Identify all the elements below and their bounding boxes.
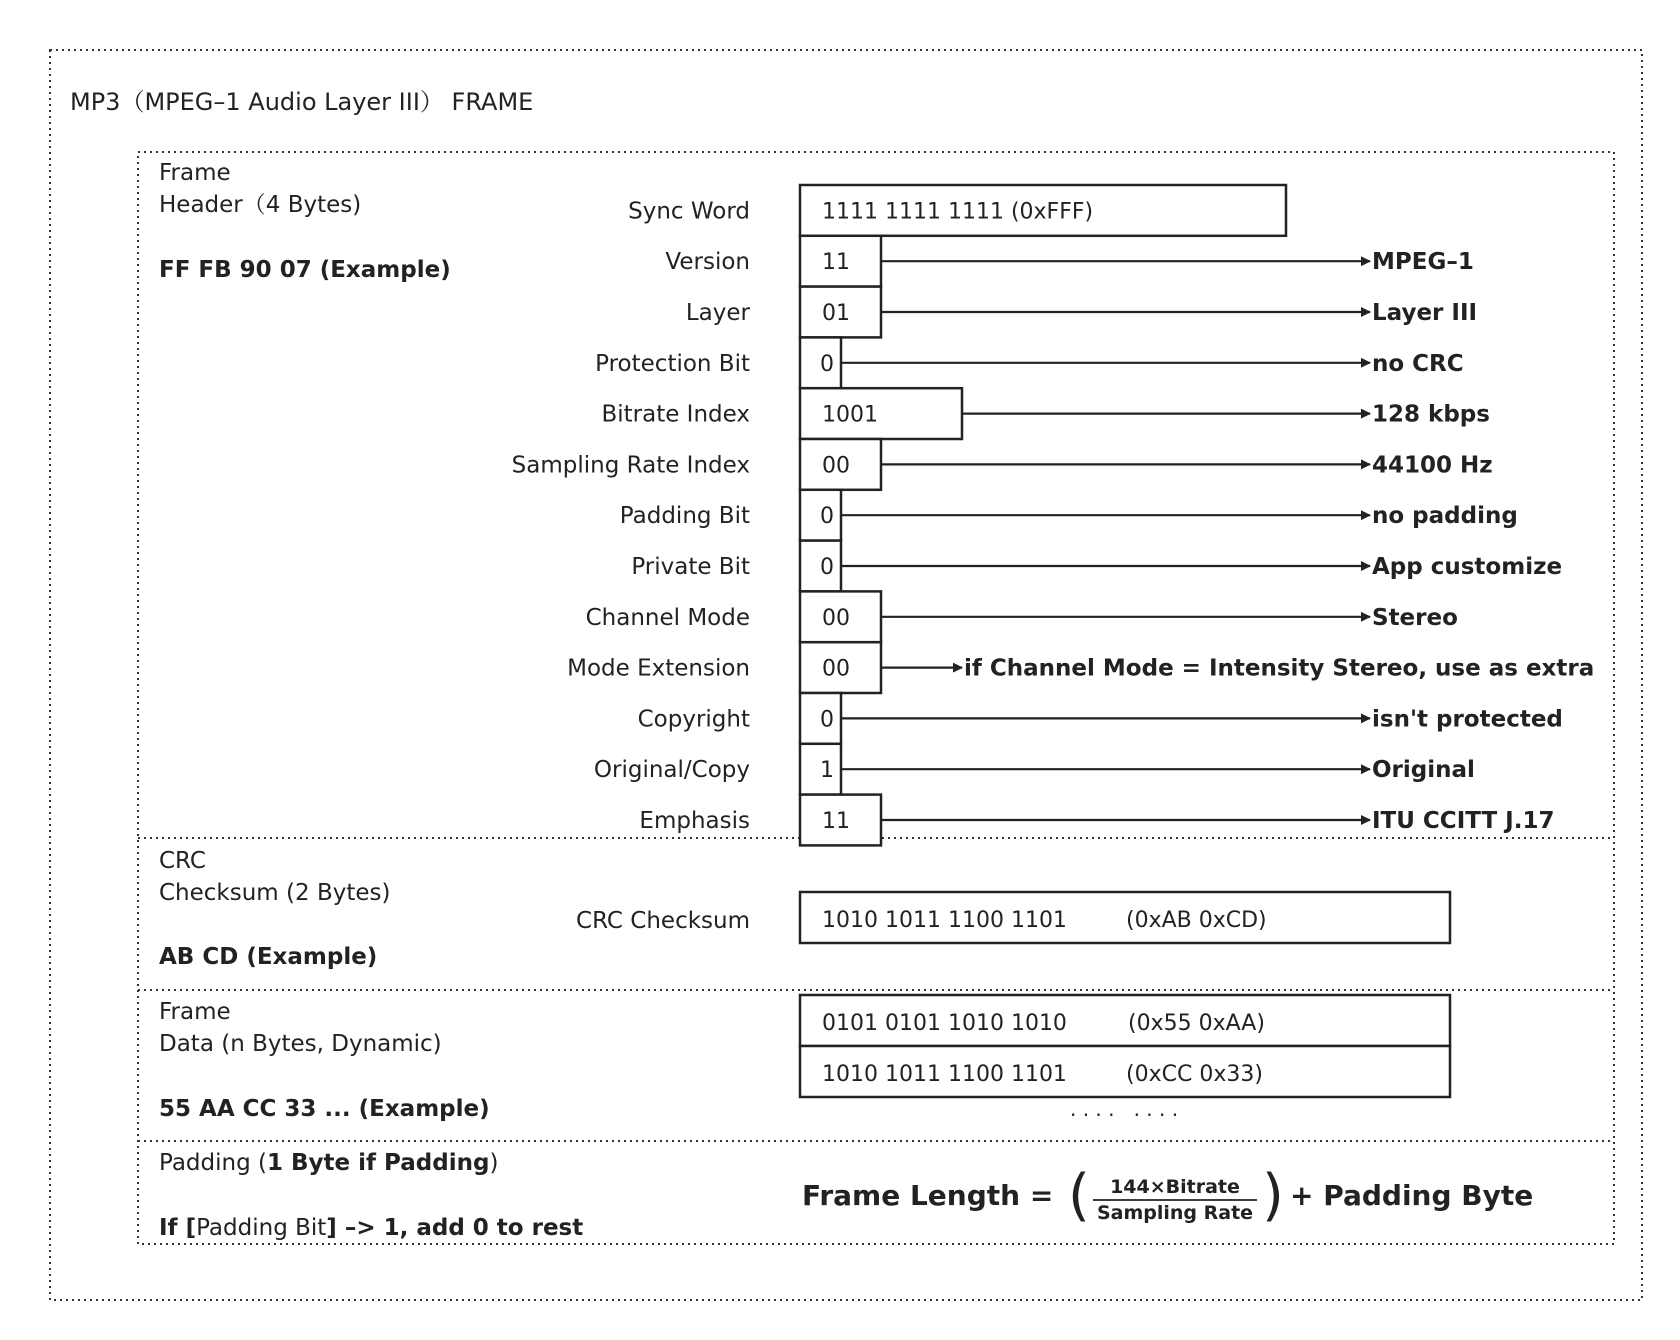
header-field-label: Mode Extension (567, 655, 750, 682)
header-section-title-line1: Frame (159, 160, 231, 186)
crc-hex: (0xAB 0xCD) (1126, 908, 1267, 933)
header-field-label: Layer (685, 300, 750, 326)
diagram-title: MP3（MPEG–1 Audio Layer III） FRAME (70, 88, 534, 116)
header-field-meaning: no padding (1372, 503, 1518, 530)
header-field-bits: 01 (822, 301, 850, 326)
header-field-meaning: App customize (1372, 554, 1563, 580)
frame-length-formula (802, 1163, 1533, 1228)
header-example: FF FB 90 07 (Example) (159, 257, 451, 283)
formula-open-paren: ( (1068, 1163, 1090, 1228)
header-field-meaning: Original (1372, 757, 1475, 784)
header-field-bits: 1001 (822, 402, 878, 428)
data-section-title-line2: Data (n Bytes, Dynamic) (159, 1031, 442, 1057)
header-section-title-line2: Header（4 Bytes) (159, 192, 362, 218)
header-field-bits: 0 (820, 707, 834, 733)
header-field-bits: 00 (822, 656, 850, 682)
header-field-label: Sampling Rate Index (511, 452, 750, 479)
header-field-meaning: Stereo (1372, 604, 1458, 631)
padding-rule: If [Padding Bit] –> 1, add 0 to rest (159, 1215, 584, 1241)
header-field-bits: 00 (822, 605, 850, 631)
formula-numerator: 144×Bitrate (1110, 1176, 1240, 1198)
crc-bits: 1010 1011 1100 1101 (822, 908, 1067, 933)
header-field-label: Padding Bit (619, 503, 750, 530)
header-field-meaning: 128 kbps (1372, 401, 1490, 428)
header-field-meaning: no CRC (1372, 350, 1464, 377)
data-row-1-bits: 0101 0101 1010 1010 (822, 1011, 1067, 1036)
header-field-bits: 11 (822, 809, 850, 834)
data-row-2-bits: 1010 1011 1100 1101 (822, 1062, 1067, 1087)
header-fields (512, 185, 1595, 845)
formula-denominator: Sampling Rate (1096, 1202, 1254, 1224)
header-field-meaning: ITU CCITT J.17 (1372, 808, 1555, 834)
header-field-meaning: if Channel Mode = Intensity Stereo, use as extra (964, 655, 1595, 682)
header-field-meaning: MPEG–1 (1372, 249, 1474, 276)
formula-lhs: Frame Length = (802, 1179, 1054, 1212)
header-field-meaning: Layer III (1372, 300, 1478, 326)
header-field-label: Emphasis (639, 808, 750, 834)
padding-label: Padding (1 Byte if Padding) (159, 1150, 499, 1176)
data-example: 55 AA CC 33 ... (Example) (159, 1096, 490, 1122)
header-field-bits: 0 (820, 555, 834, 580)
header-field-bits: 1 (820, 758, 834, 784)
crc-field-label: CRC Checksum (576, 908, 750, 934)
header-field-label: Original/Copy (593, 757, 750, 784)
formula-rhs: + Padding Byte (1290, 1179, 1534, 1212)
header-field-bits: 11 (822, 250, 850, 276)
header-field-bits: 0 (820, 504, 834, 530)
data-row-2-hex: (0xCC 0x33) (1126, 1062, 1263, 1087)
formula-close-paren: ) (1262, 1163, 1284, 1228)
crc-section-title-line1: CRC (159, 848, 206, 874)
header-field-bits: 0 (820, 351, 834, 377)
crc-section-title-line2: Checksum (2 Bytes) (159, 880, 391, 906)
header-field-bits: 00 (822, 453, 850, 479)
header-field-label: Copyright (637, 706, 750, 733)
header-field-meaning: isn't protected (1372, 706, 1563, 733)
header-field-label: Sync Word (628, 198, 750, 225)
header-field-label: Bitrate Index (601, 401, 750, 428)
header-field-label: Version (665, 249, 750, 276)
data-row-1-hex: (0x55 0xAA) (1128, 1011, 1265, 1036)
header-field-label: Private Bit (631, 554, 750, 580)
data-ellipsis: · · · · · · · · (1070, 1103, 1179, 1127)
header-field-meaning: 44100 Hz (1372, 452, 1493, 479)
header-field-label: Channel Mode (585, 604, 750, 631)
header-field-bits: 1111 1111 1111 (0xFFF) (822, 199, 1094, 225)
crc-example: AB CD (Example) (159, 944, 378, 970)
data-section-title-line1: Frame (159, 999, 231, 1025)
header-field-label: Protection Bit (595, 350, 750, 377)
